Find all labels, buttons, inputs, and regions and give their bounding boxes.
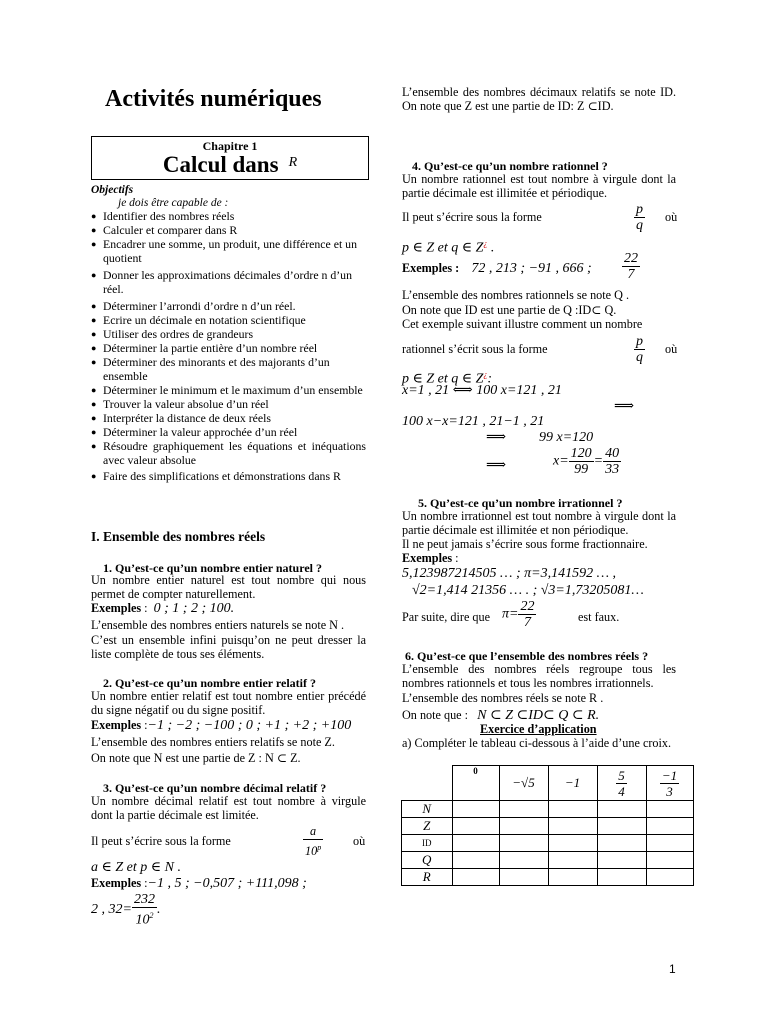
table-row-label: R	[402, 869, 453, 886]
objective-item: ● Utiliser des ordres de grandeurs	[91, 327, 366, 341]
fraction-numerator: 22	[624, 251, 638, 266]
q1-examples: Exemples : 0 ; 1 ; 2 ; 100.	[91, 601, 235, 616]
table-cell[interactable]	[452, 869, 499, 886]
page-number: 1	[669, 962, 676, 976]
table-cell[interactable]	[646, 835, 693, 852]
objective-item: ● Encadrer une somme, un produit, une différence et un quotient	[91, 237, 366, 265]
objective-item: ● Déterminer le minimum et le maximum d’un ensemble	[91, 383, 366, 397]
objectives-heading: Objectifs	[91, 184, 134, 196]
fraction-numerator: 40	[605, 446, 620, 461]
question-heading: 5. Qu’est-ce qu’un nombre irrationnel ?	[418, 496, 623, 510]
table-header-cell: $\frac{-1}{3}$	[646, 766, 693, 801]
objectives-subheading: je dois être capable de :	[118, 197, 229, 209]
fraction-denominator: q	[636, 218, 643, 233]
q4-calc-line: 100 x−x=121 , 21−1 , 21	[402, 414, 545, 429]
inclusion-chain: N ⊂ Z ⊂ID⊂ Q ⊂ R.	[477, 708, 600, 723]
section-heading: I. Ensemble des nombres réels	[91, 529, 266, 544]
decimal-set-intro: L’ensemble des nombres décimaux relatifs se note ID. On note que Z est une partie de ID: Z ⊂ID.	[402, 85, 676, 113]
q5-example-line: 5,123987214505 … ; π=3,141592 … ,	[402, 566, 617, 581]
q2-definition: Un nombre entier relatif est tout nombre entier précédé du signe négatif ou du signe positif.	[91, 689, 366, 717]
q2-examples: Exemples :−1 ; −2 ; −100 ; 0 ; +1 ; +2 ; +100	[91, 718, 352, 733]
table-row-label: Q	[402, 852, 453, 869]
q4-calc-result: x= $\frac{120}{99}$ = $\frac{40}{33}$	[553, 446, 620, 477]
condition-end: :	[487, 371, 493, 387]
q3-form-text: Il peut s’écrire sous la forme	[91, 834, 231, 848]
examples-label: Exemples	[91, 601, 142, 615]
q4-line: On note que ID est une partie de Q :ID⊂ Q.	[402, 303, 617, 317]
q5-example-line: √2=1,414 21356 … . ; √3=1,73205081…	[412, 583, 644, 598]
objective-item: ● Trouver la valeur absolue d’un réel	[91, 397, 366, 411]
q5-examples-label: Exemples :	[402, 551, 459, 565]
fraction-numerator: a	[303, 824, 323, 840]
fraction-numerator: 22	[520, 599, 535, 614]
fraction-numerator: p	[636, 334, 643, 349]
q4-form-where-2: où	[665, 342, 678, 356]
examples-values: 0 ; 1 ; 2 ; 100.	[153, 601, 235, 616]
q1-line: C’est un ensemble infini puisqu’on ne peut dresser la liste complète de tous ses éléments.	[91, 633, 366, 661]
fraction-exponent: 2	[149, 911, 154, 920]
table-row	[402, 818, 694, 835]
implies-arrow: ⟹	[614, 399, 635, 414]
exercise-heading: Exercice d’application	[480, 722, 597, 736]
q4-calc-line: x=1 , 21 ⟺ 100 x=121 , 21	[402, 383, 562, 398]
fraction-denominator: 7	[627, 267, 635, 282]
table-cell[interactable]	[452, 818, 499, 835]
implies-arrow: ⟹	[486, 458, 507, 473]
q6-definition: L’ensemble des nombres réels regroupe tous les nombres rationnels et tous les nombres irrationnels.	[402, 662, 676, 690]
examples-label: Exemples :	[402, 261, 460, 275]
table-header-cell: 0	[452, 766, 499, 801]
table-header-cell: −√5	[499, 766, 548, 801]
table-row	[402, 801, 694, 818]
q3-condition: a ∈ Z et p ∈ N .	[91, 860, 181, 875]
q6-line	[402, 709, 599, 723]
condition-text: p ∈ Z et q ∈ Z	[402, 371, 484, 387]
objective-item: ● Déterminer l’arrondi d’ordre n d’un réel.	[91, 299, 366, 313]
table-cell[interactable]	[597, 801, 646, 818]
table-cell[interactable]	[548, 835, 597, 852]
objectives-list	[91, 209, 366, 483]
q4-calc-line: 99 x=120	[539, 430, 594, 445]
objective-item: ● Résoudre graphiquement les équations et inéquations avec valeur absolue	[91, 439, 366, 467]
condition-star: ¿	[483, 370, 488, 379]
q5-conclusion: Par suite, dire que	[402, 610, 490, 624]
table-cell[interactable]	[646, 869, 693, 886]
q3-definition: Un nombre décimal relatif est tout nombre à virgule dont la partie décimale est limitée.	[91, 794, 366, 822]
page-title: Activités numériques	[105, 86, 322, 112]
table-row-label: ID	[402, 835, 453, 852]
examples-label: Exemples	[91, 876, 142, 890]
q5-definition: Un nombre irrationnel est tout nombre à virgule dont la partie décimale est illimitée et non périodique.	[402, 509, 676, 537]
objective-item: ● Déterminer des minorants et des majorants d’un ensemble	[91, 355, 366, 383]
q3-examples: Exemples :−1 , 5 ; −0,507 ; +111,098 ;	[91, 876, 307, 891]
table-corner	[402, 766, 453, 801]
implies-arrow: ⟹	[486, 430, 507, 445]
condition-text: p ∈ Z et q ∈ Z	[402, 240, 484, 256]
fraction-denominator: 10	[135, 912, 150, 928]
q3-form-where: où	[353, 834, 366, 848]
table-cell[interactable]	[499, 835, 548, 852]
question-heading: 2. Qu’est-ce qu’un nombre entier relatif ?	[103, 676, 316, 690]
exercise-table	[401, 765, 694, 886]
table-row-label: Z	[402, 818, 453, 835]
table-cell[interactable]	[452, 852, 499, 869]
examples-label: Exemples	[91, 718, 142, 732]
q4-form-where: où	[665, 210, 678, 224]
q5-pi-fraction	[502, 599, 536, 630]
table-cell[interactable]	[646, 801, 693, 818]
table-header-cell: −1	[548, 766, 597, 801]
objective-item: ● Faire des simplifications et démonstrations dans R	[91, 469, 366, 483]
fraction-numerator: 232	[133, 892, 155, 907]
question-heading: 4. Qu’est-ce qu’un nombre rationnel ?	[412, 159, 608, 173]
fraction-exponent: p	[317, 843, 322, 852]
q3-form-fraction	[303, 824, 323, 859]
q4-form-fraction	[634, 202, 645, 233]
examples-values: −1 ; −2 ; −100 ; 0 ; +1 ; +2 ; +100	[147, 718, 352, 733]
table-row	[402, 869, 694, 886]
q1-definition: Un nombre entier naturel est tout nombre qui nous permet de compter naturellement.	[91, 573, 366, 601]
fraction-denominator: q	[636, 350, 643, 365]
table-cell[interactable]	[499, 869, 548, 886]
fraction-numerator: p	[636, 202, 643, 217]
table-cell[interactable]	[548, 852, 597, 869]
table-cell[interactable]	[597, 852, 646, 869]
exercise-text: a) Compléter le tableau ci-dessous à l’aide d’une croix.	[402, 736, 672, 750]
q2-line: L’ensemble des nombres entiers relatifs se note Z.	[91, 735, 335, 749]
table-cell[interactable]	[499, 852, 548, 869]
question-heading: 1. Qu’est-ce qu’un nombre entier naturel ?	[103, 561, 322, 575]
objective-item: ● Déterminer la partie entière d’un nombre réel	[91, 341, 366, 355]
table-cell[interactable]	[597, 869, 646, 886]
fraction-denominator: 99	[574, 462, 589, 477]
question-heading: 6. Qu’est-ce que l’ensemble des nombres réels ?	[405, 649, 649, 663]
table-cell[interactable]	[646, 818, 693, 835]
table-cell[interactable]	[452, 801, 499, 818]
table-cell[interactable]	[597, 818, 646, 835]
example-left: 2 , 32=	[91, 901, 132, 917]
fraction-denominator: 33	[605, 462, 620, 477]
table-cell[interactable]	[646, 852, 693, 869]
q4-line: Cet exemple suivant illustre comment un nombre	[402, 317, 643, 331]
line-text: On note que :	[402, 708, 469, 722]
chapter-label: Chapitre 1	[202, 139, 258, 153]
q4-examples	[402, 262, 592, 276]
fraction-numerator: 120	[570, 446, 592, 461]
q6-line: L’ensemble des nombres réels se note R .	[402, 691, 604, 705]
table-row	[402, 852, 694, 869]
table-cell[interactable]	[452, 835, 499, 852]
table-row-label: N	[402, 801, 453, 818]
examples-values: −1 , 5 ; −0,507 ; +111,098 ;	[147, 876, 307, 891]
chapter-title	[92, 152, 368, 178]
q4-condition: p ∈ Z et q ∈ Z¿ .	[402, 239, 495, 256]
examples-values: 72 , 213 ; −91 , 666 ;	[471, 261, 592, 276]
pi-symbol: π=	[502, 606, 519, 622]
q4-form-text: Il peut s’écrire sous la forme	[402, 210, 542, 224]
chapter-set-symbol: R	[288, 155, 298, 170]
q4-line: rationnel s’écrit sous la forme	[402, 342, 548, 356]
table-header-row	[402, 766, 694, 801]
objective-item: ● Ecrire un décimale en notation scientifique	[91, 313, 366, 327]
table-cell[interactable]	[499, 818, 548, 835]
objective-item: ● Calculer et comparer dans R	[91, 223, 366, 237]
condition-star: ¿	[483, 239, 488, 248]
table-cell[interactable]	[548, 818, 597, 835]
q3-example-fraction	[91, 892, 160, 928]
chapter-title-text: Calcul dans	[162, 152, 279, 177]
q1-line: L’ensemble des nombres entiers naturels se note N .	[91, 618, 345, 632]
q4-definition: Un nombre rationnel est tout nombre à virgule dont la partie décimale est illimitée et périodique.	[402, 172, 676, 200]
examples-label: Exemples	[402, 551, 453, 565]
fraction-denominator: 10	[305, 844, 318, 859]
question-heading: 3. Qu’est-ce qu’un nombre décimal relatif ?	[103, 781, 327, 795]
q4-form-fraction-2	[634, 334, 645, 365]
table-cell[interactable]	[597, 835, 646, 852]
fraction-denominator: 7	[523, 615, 531, 630]
table-cell[interactable]	[548, 869, 597, 886]
calc-left: x=	[553, 453, 569, 469]
example-end: .	[156, 901, 161, 917]
chapter-box	[91, 136, 369, 180]
q2-line: On note que N est une partie de Z : N ⊂ Z.	[91, 751, 301, 765]
table-cell[interactable]	[499, 801, 548, 818]
table-row	[402, 835, 694, 852]
objective-item: ● Donner les approximations décimales d’ordre n d’un réel.	[91, 268, 366, 296]
objective-item: ● Déterminer la valeur approchée d’un réel	[91, 425, 366, 439]
q5-line: Il ne peut jamais s’écrire sous forme fractionnaire.	[402, 537, 648, 551]
q4-example-fraction	[622, 251, 640, 282]
q5-conclusion-end: est faux.	[578, 610, 620, 624]
objective-item: ● Interpréter la distance de deux réels	[91, 411, 366, 425]
table-header-cell: $\frac{5}{4}$	[597, 766, 646, 801]
table-cell[interactable]	[548, 801, 597, 818]
objective-item: ● Identifier des nombres réels	[91, 209, 366, 223]
q4-line: L’ensemble des nombres rationnels se note Q .	[402, 288, 629, 302]
